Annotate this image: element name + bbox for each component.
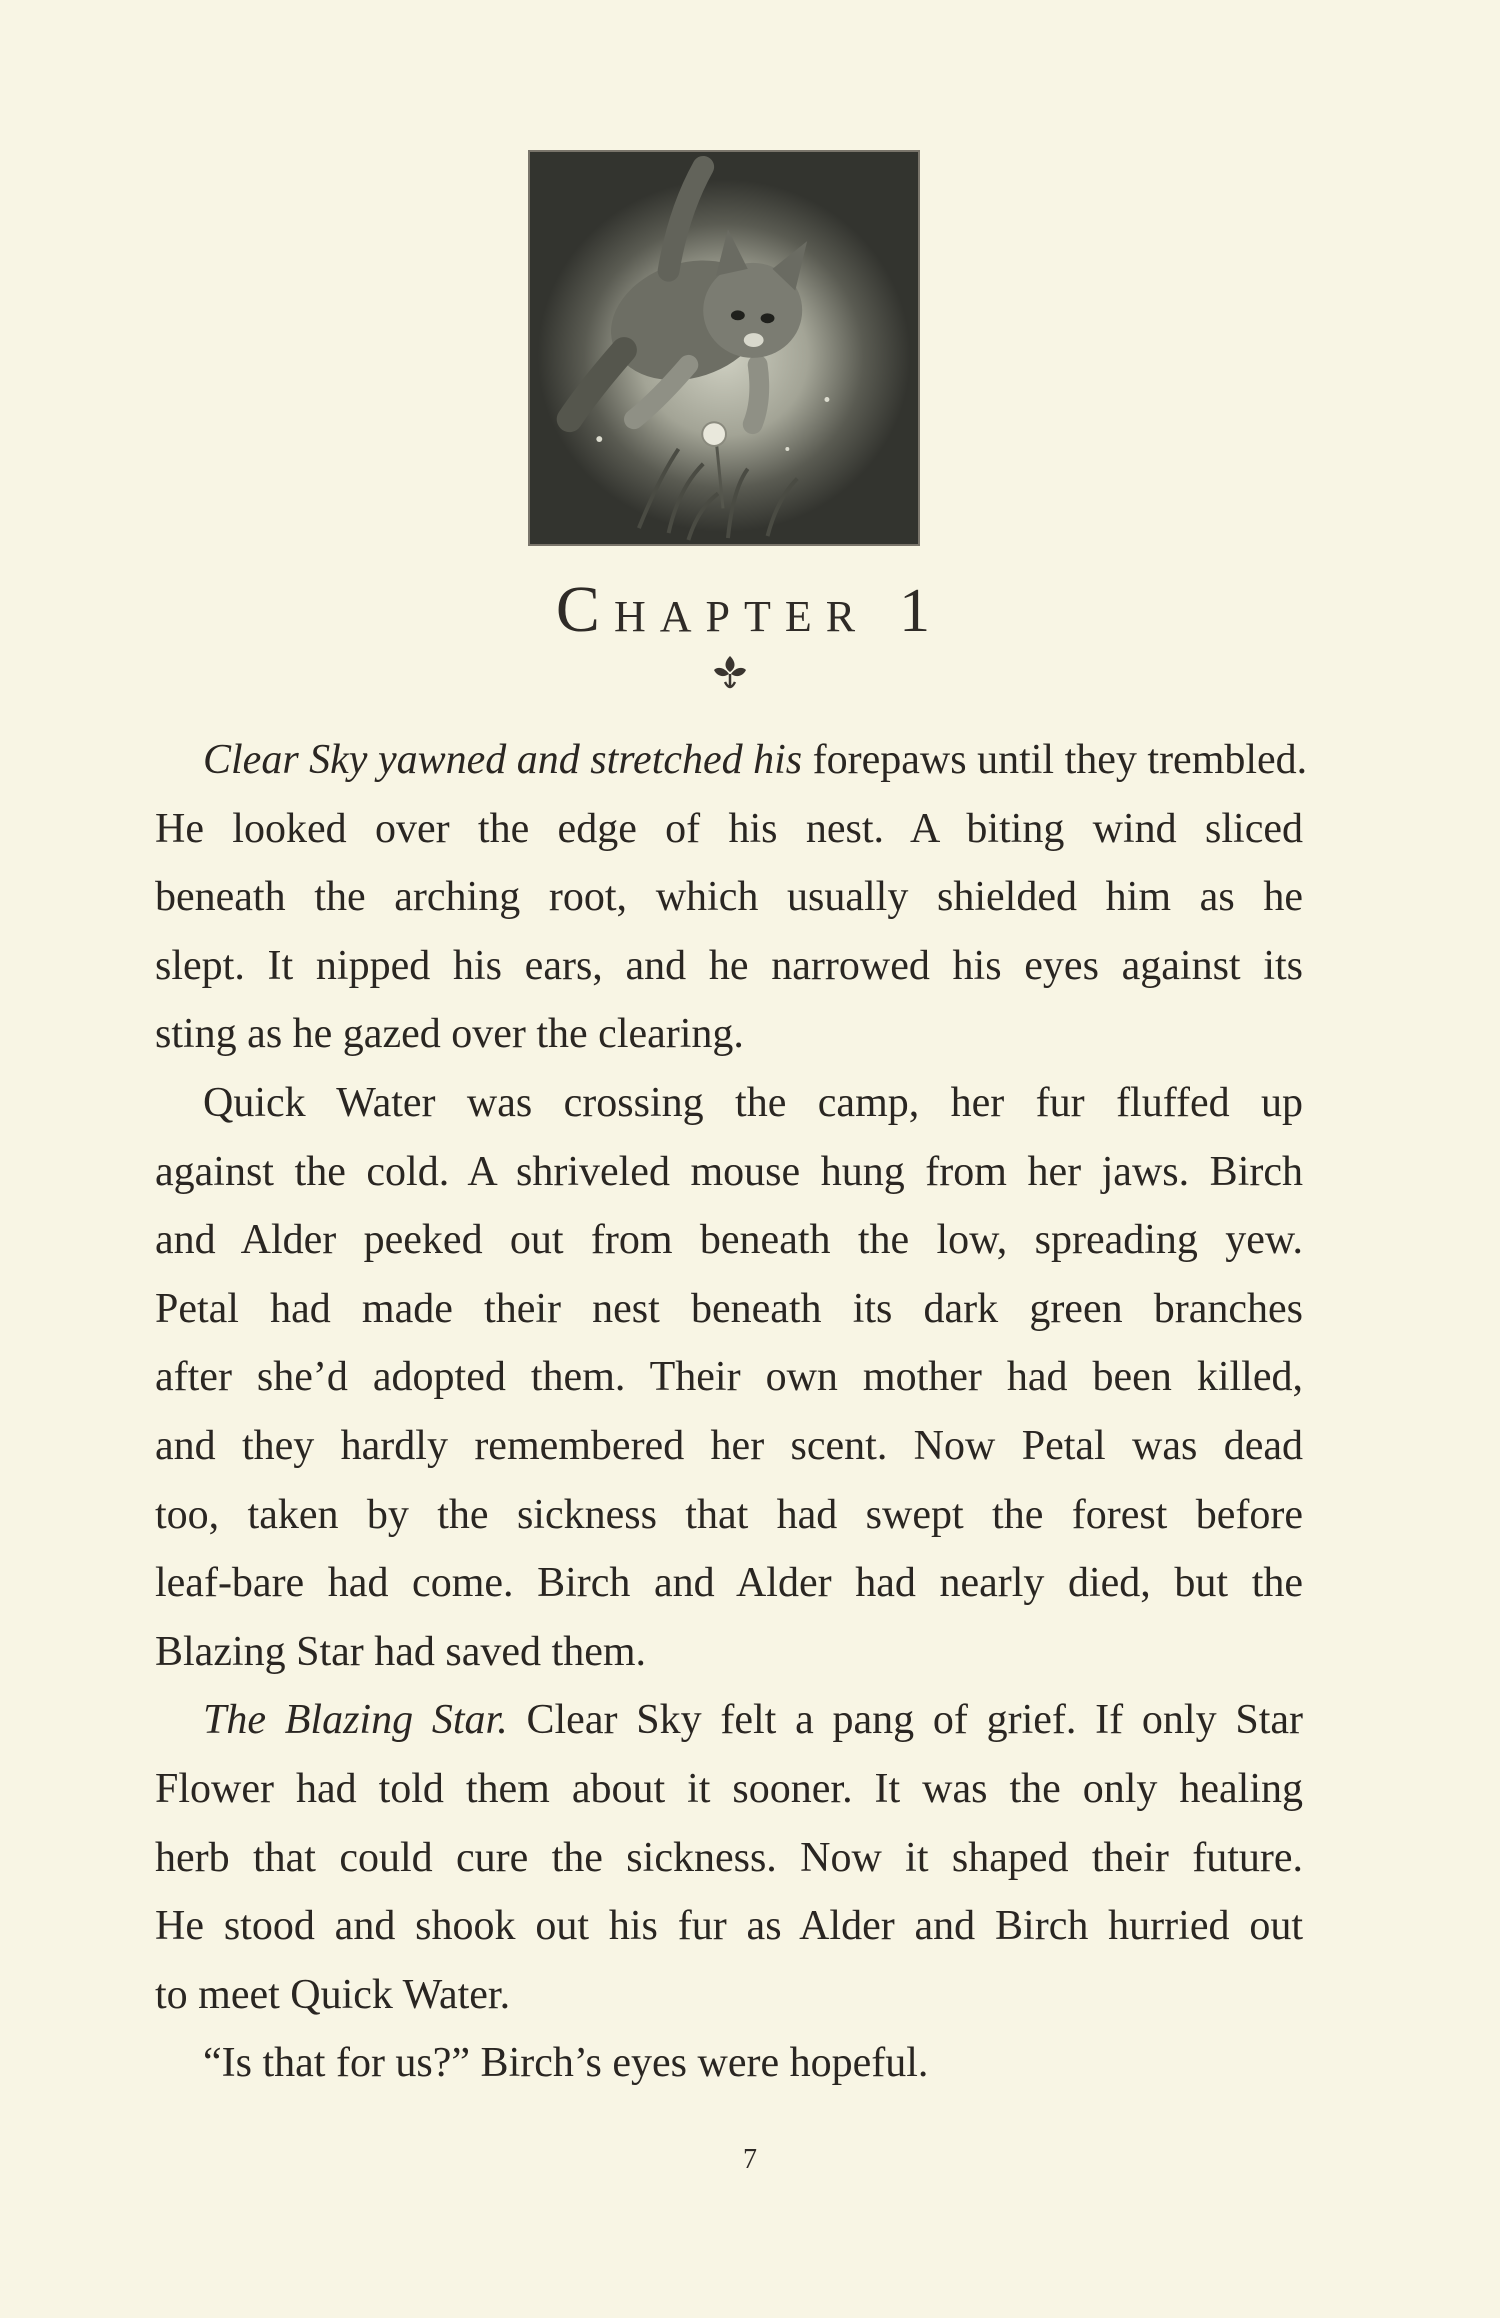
- text-line: [155, 1549, 1303, 1618]
- text-line: [155, 726, 1308, 795]
- text-line: [155, 1275, 1303, 1344]
- text-line: [155, 1138, 1303, 1207]
- line-text: Flower had told them about it sooner. It was the only healing: [155, 1765, 1303, 1812]
- text-line: [155, 863, 1303, 932]
- line-text: Clear Sky felt a pang of grief. If only Star: [507, 1697, 1303, 1744]
- line-text: leaf-bare had come. Birch and Alder had nearly died, but the: [155, 1560, 1303, 1607]
- kitten-illustration: [530, 152, 918, 544]
- line-text: Blazing Star had saved them.: [155, 1628, 647, 1675]
- text-line: [155, 1824, 1303, 1893]
- text-line: [155, 1206, 1303, 1275]
- line-text: Quick Water was crossing the camp, her fur fluffed up: [203, 1079, 1303, 1126]
- text-line: [155, 1755, 1303, 1824]
- line-text: He looked over the edge of his nest. A biting wind sliced: [155, 805, 1303, 852]
- line-text: He stood and shook out his fur as Alder and Birch hurried out: [155, 1903, 1303, 1950]
- italic-phrase: The Blazing Star.: [203, 1697, 508, 1744]
- line-text: to meet Quick Water.: [155, 1971, 511, 2018]
- text-line: [155, 1481, 1303, 1550]
- line-text: slept. It nipped his ears, and he narrowed his eyes against its: [155, 942, 1303, 989]
- text-line: [155, 795, 1303, 864]
- line-text: and Alder peeked out from beneath the low, spreading yew.: [155, 1217, 1303, 1264]
- paragraph: [155, 726, 1308, 1069]
- line-text: herb that could cure the sickness. Now it shaped their future.: [155, 1834, 1303, 1881]
- text-line: [155, 1961, 1303, 2030]
- text-line: [155, 1069, 1303, 1138]
- text-line: [155, 1000, 1303, 1069]
- line-text: beneath the arching root, which usually shielded him as he: [155, 874, 1303, 921]
- line-text: Petal had made their nest beneath its dark green branches: [155, 1285, 1303, 1332]
- chapter-illustration: [528, 150, 920, 546]
- text-line: [155, 1343, 1303, 1412]
- page-number: 7: [743, 2144, 757, 2175]
- chapter-word-rest: HAPTER: [613, 592, 870, 641]
- chapter-body-text: [155, 726, 1308, 2098]
- text-line: [155, 1686, 1303, 1755]
- text-line: [155, 2029, 1303, 2098]
- text-line: [155, 1618, 1303, 1687]
- paragraph: [155, 2029, 1303, 2098]
- italic-phrase: Clear Sky yawned and stretched his: [203, 737, 803, 783]
- paragraph: [155, 1069, 1303, 1686]
- line-text: too, taken by the sickness that had swept the forest before: [155, 1491, 1303, 1538]
- line-text: against the cold. A shriveled mouse hung from her jaws. Birch: [155, 1148, 1303, 1195]
- fleur-ornament-icon: [708, 652, 752, 696]
- line-text: sting as he gazed over the clearing.: [155, 1011, 744, 1058]
- text-line: [155, 1892, 1303, 1961]
- chapter-heading: [0, 572, 1500, 648]
- line-text: and they hardly remembered her scent. Now Petal was dead: [155, 1422, 1303, 1469]
- line-text: forepaws until they trembled.: [802, 737, 1308, 783]
- paragraph: [155, 1686, 1303, 2029]
- line-text: “Is that for us?” Birch’s eyes were hopeful.: [203, 2040, 929, 2087]
- text-line: [155, 932, 1303, 1001]
- line-text: after she’d adopted them. Their own mother had been killed,: [155, 1354, 1303, 1401]
- text-line: [155, 1412, 1303, 1481]
- chapter-word-initial: C: [555, 573, 614, 646]
- chapter-number: 1: [899, 577, 945, 645]
